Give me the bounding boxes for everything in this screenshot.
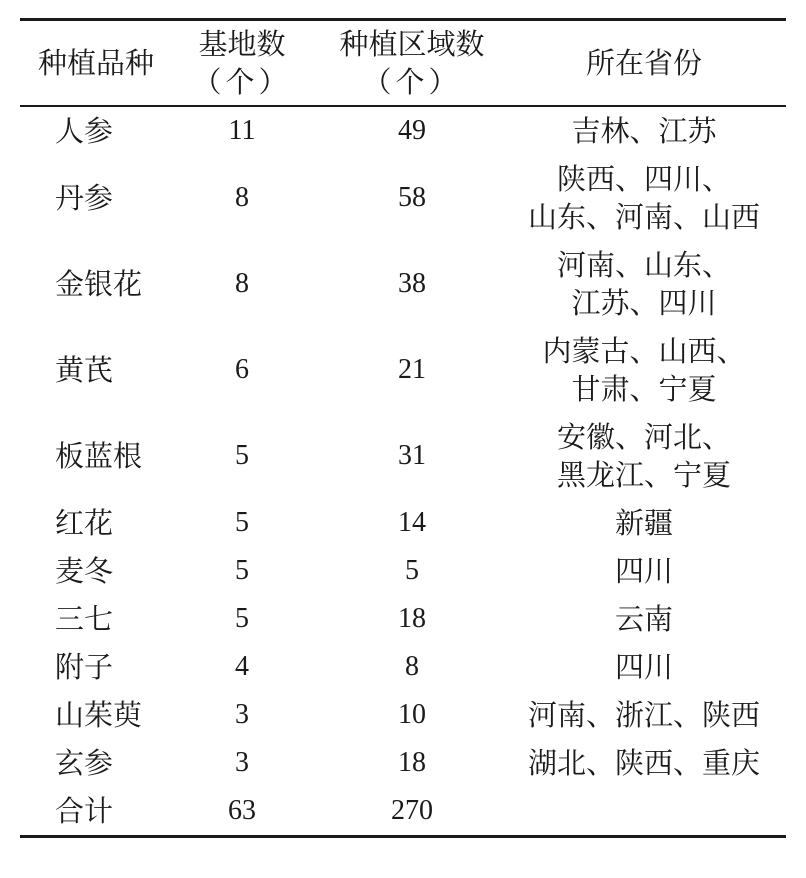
table-body xyxy=(20,106,786,837)
province-line: 云南 xyxy=(614,602,673,636)
province-line: 内蒙古、山西、 xyxy=(542,334,746,368)
planting-table-container xyxy=(20,18,786,838)
cell-regions: 270 xyxy=(391,795,433,826)
cell-bases: 5 xyxy=(235,555,249,586)
province-line: 吉林、江苏 xyxy=(571,114,717,148)
header-regions-line1: 种植区域数 xyxy=(339,27,485,61)
cell-provinces xyxy=(502,241,786,327)
header-regions xyxy=(322,20,502,107)
planting-base-table xyxy=(20,18,786,838)
cell-bases: 11 xyxy=(228,115,256,146)
cell-bases: 63 xyxy=(228,795,256,826)
cell-provinces xyxy=(502,155,786,241)
table-row xyxy=(20,547,786,595)
table-row xyxy=(20,413,786,499)
cell-regions: 31 xyxy=(398,440,426,471)
cell-regions: 18 xyxy=(398,603,426,634)
header-bases-line1: 基地数 xyxy=(198,27,286,61)
province-line: 河南、山东、 xyxy=(556,248,731,282)
cell-provinces xyxy=(502,547,786,595)
cell-regions: 5 xyxy=(405,555,419,586)
cell-provinces xyxy=(502,327,786,413)
cell-variety: 麦冬 xyxy=(55,554,114,588)
table-row xyxy=(20,327,786,413)
province-line: 河南、浙江、陕西 xyxy=(527,698,760,732)
table-row xyxy=(20,595,786,643)
province-line: 安徽、河北、 xyxy=(556,420,731,454)
cell-variety: 黄芪 xyxy=(55,353,114,387)
province-line: 陕西、四川、 xyxy=(556,162,731,196)
cell-regions: 10 xyxy=(398,699,426,730)
table-row xyxy=(20,643,786,691)
cell-regions: 8 xyxy=(405,651,419,682)
cell-regions: 21 xyxy=(398,354,426,385)
province-line: 甘肃、宁夏 xyxy=(571,372,717,406)
cell-bases: 6 xyxy=(235,354,249,385)
header-bases-unit: （个） xyxy=(192,65,292,99)
cell-regions: 18 xyxy=(398,747,426,778)
cell-provinces xyxy=(502,413,786,499)
table-header xyxy=(20,20,786,107)
cell-regions: 49 xyxy=(398,115,426,146)
table-row xyxy=(20,739,786,787)
cell-bases: 5 xyxy=(235,603,249,634)
header-row xyxy=(20,20,786,107)
province-line: 湖北、陕西、重庆 xyxy=(527,746,760,780)
cell-variety: 丹参 xyxy=(55,181,114,215)
province-line: 新疆 xyxy=(614,506,673,540)
cell-bases: 5 xyxy=(235,507,249,538)
cell-provinces xyxy=(502,499,786,547)
cell-bases: 8 xyxy=(235,182,249,213)
province-line: 江苏、四川 xyxy=(571,286,717,320)
cell-bases: 8 xyxy=(235,268,249,299)
cell-provinces xyxy=(502,691,786,739)
cell-bases: 3 xyxy=(235,747,249,778)
cell-regions: 14 xyxy=(398,507,426,538)
header-variety: 种植品种 xyxy=(38,46,155,80)
cell-variety: 山茱萸 xyxy=(55,698,143,732)
cell-bases: 3 xyxy=(235,699,249,730)
province-line: 四川 xyxy=(614,554,673,588)
cell-provinces xyxy=(502,643,786,691)
cell-variety: 红花 xyxy=(55,506,114,540)
cell-bases: 5 xyxy=(235,440,249,471)
cell-variety: 附子 xyxy=(55,650,114,684)
cell-bases: 4 xyxy=(235,651,249,682)
province-line: 山东、河南、山西 xyxy=(527,200,760,234)
province-line: 四川 xyxy=(614,650,673,684)
cell-provinces xyxy=(502,106,786,155)
table-row xyxy=(20,691,786,739)
table-row xyxy=(20,106,786,155)
cell-provinces xyxy=(502,739,786,787)
cell-variety: 合计 xyxy=(55,794,114,828)
cell-variety: 板蓝根 xyxy=(55,439,143,473)
province-line: 黑龙江、宁夏 xyxy=(556,458,731,492)
cell-variety: 三七 xyxy=(55,602,114,636)
table-row xyxy=(20,499,786,547)
cell-variety: 玄参 xyxy=(55,746,114,780)
table-row xyxy=(20,155,786,241)
header-bases xyxy=(162,20,322,107)
cell-variety: 人参 xyxy=(55,114,114,148)
cell-regions: 58 xyxy=(398,182,426,213)
table-row xyxy=(20,787,786,837)
table-row xyxy=(20,241,786,327)
header-provinces: 所在省份 xyxy=(585,46,702,80)
cell-regions: 38 xyxy=(398,268,426,299)
header-regions-unit: （个） xyxy=(362,65,462,99)
cell-provinces xyxy=(502,787,786,837)
cell-provinces xyxy=(502,595,786,643)
cell-variety: 金银花 xyxy=(55,267,143,301)
